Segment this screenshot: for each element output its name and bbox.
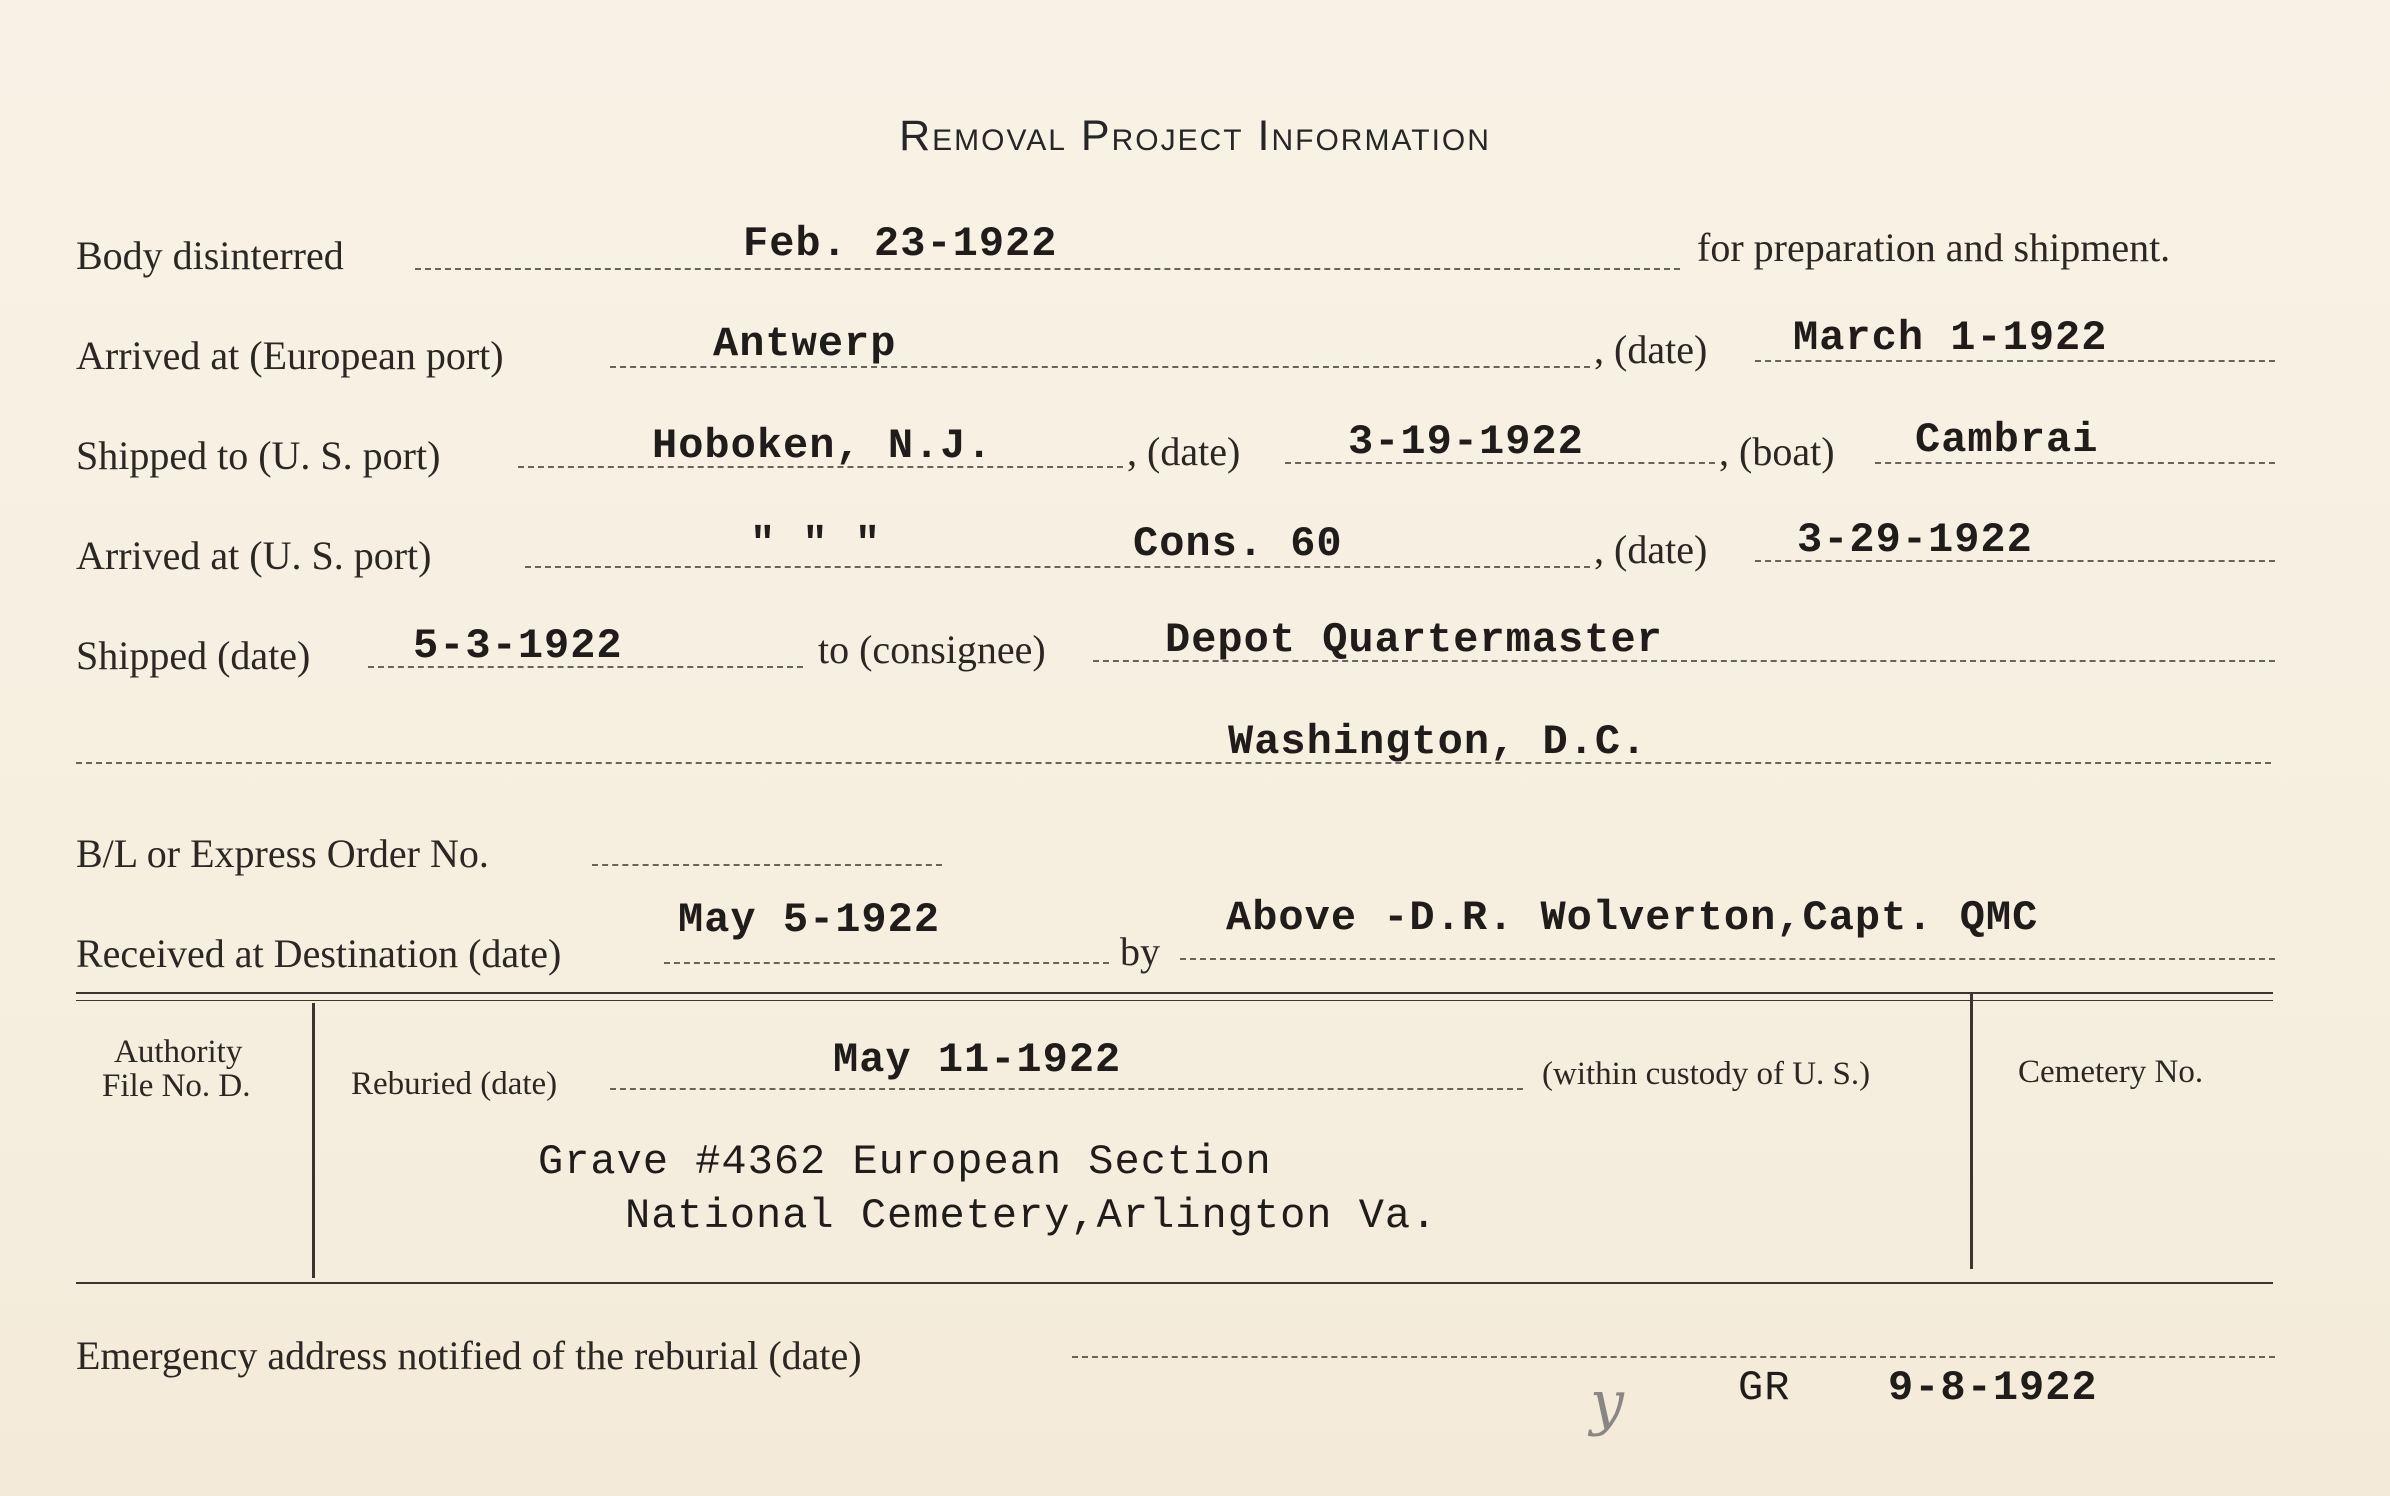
received-by: Above -D.R. Wolverton,Capt. QMC — [1226, 894, 2039, 942]
disinterred-line — [415, 268, 1680, 270]
arrived-us-date-label: , (date) — [1594, 527, 1708, 572]
consignee-label: to (consignee) — [818, 627, 1046, 672]
disinterred-label: Body disinterred — [76, 233, 344, 278]
file-no-label: File No. D. — [102, 1068, 251, 1104]
reburied-date: May 11-1922 — [833, 1036, 1122, 1084]
section-divider-top — [76, 992, 2273, 994]
emergency-initials: GR — [1738, 1364, 1791, 1412]
disinterred-suffix: for preparation and shipment. — [1697, 225, 2171, 270]
reburied-label: Reburied (date) — [351, 1066, 558, 1102]
shipped-us-boat-label: , (boat) — [1719, 429, 1835, 474]
arrived-us-label: Arrived at (U. S. port) — [76, 533, 432, 578]
pencil-mark: y — [1590, 1368, 1624, 1438]
arrived-us-value: Cons. 60 — [1133, 520, 1343, 568]
shipped-us-port: Hoboken, N.J. — [652, 422, 993, 470]
consignee-line-2 — [76, 762, 2271, 764]
received-date-line — [664, 962, 1109, 964]
authority-label: Authority — [114, 1034, 243, 1070]
received-label: Received at Destination (date) — [76, 931, 562, 976]
received-date: May 5-1922 — [678, 896, 941, 944]
consignee-address: Washington, D.C. — [1228, 718, 1648, 766]
cemetery-no-label: Cemetery No. — [2018, 1054, 2204, 1090]
emergency-date: 9-8-1922 — [1888, 1364, 2098, 1412]
shipped-label: Shipped (date) — [76, 633, 311, 678]
received-by-label: by — [1120, 929, 1160, 974]
grave-location-line-2: National Cemetery,Arlington Va. — [625, 1192, 1438, 1240]
arrived-eu-date: March 1-1922 — [1793, 314, 2108, 362]
arrived-eu-date-label: , (date) — [1594, 327, 1708, 372]
left-column-divider — [312, 1003, 315, 1278]
arrived-us-date: 3-29-1922 — [1797, 516, 2033, 564]
bl-line — [592, 864, 942, 866]
consignee-name: Depot Quartermaster — [1165, 616, 1663, 664]
shipped-date: 5-3-1922 — [413, 622, 623, 670]
form-title: Removal Project Information — [899, 112, 1491, 160]
emergency-line — [1072, 1356, 2275, 1358]
shipped-us-label: Shipped to (U. S. port) — [76, 433, 441, 478]
custody-label: (within custody of U. S.) — [1542, 1056, 1871, 1092]
arrived-us-line — [525, 566, 1590, 568]
shipped-us-date: 3-19-1922 — [1348, 418, 1584, 466]
arrived-us-ditto: " " " — [750, 520, 882, 568]
arrived-eu-port: Antwerp — [713, 320, 897, 368]
reburied-line — [610, 1088, 1523, 1090]
grave-location-line-1: Grave #4362 European Section — [538, 1138, 1272, 1186]
disinterred-value: Feb. 23-1922 — [743, 220, 1058, 268]
bl-label: B/L or Express Order No. — [76, 831, 489, 876]
right-column-divider — [1970, 994, 1973, 1269]
shipped-us-date-label: , (date) — [1127, 429, 1241, 474]
arrived-eu-label: Arrived at (European port) — [76, 333, 504, 378]
section-divider-bottom — [76, 1000, 2273, 1001]
received-by-line — [1180, 958, 2275, 960]
shipped-us-boat: Cambrai — [1915, 416, 2099, 464]
emergency-label: Emergency address notified of the reburial (date) — [76, 1333, 862, 1378]
lower-section-bottom-rule — [76, 1282, 2273, 1284]
